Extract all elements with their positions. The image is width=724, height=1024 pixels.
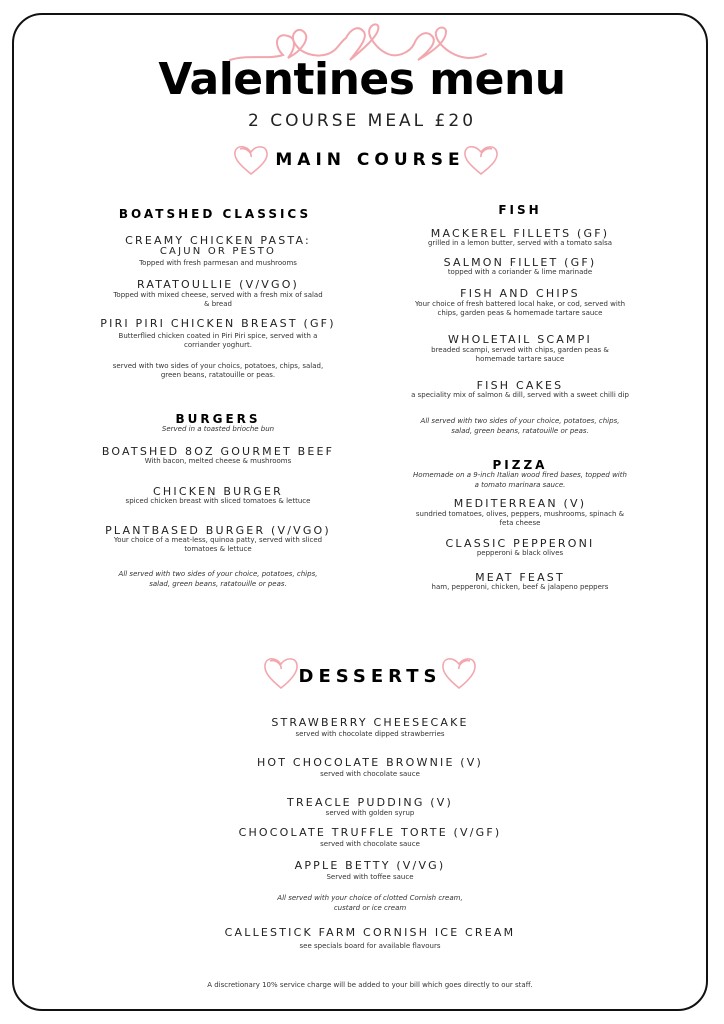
menu-item-desc: Topped with fresh parmesan and mushrooms	[139, 259, 297, 267]
menu-item-desc: topped with a coriander & lime marinade	[447, 268, 593, 276]
menu-item-name: TREACLE PUDDING (V)	[287, 796, 453, 809]
menu-item-desc: ham, pepperoni, chicken, beef & jalapeno peppers	[431, 583, 609, 591]
menu-item-desc: served with chocolate sauce	[320, 840, 420, 848]
menu-item-desc: Served with toffee sauce	[326, 873, 414, 881]
menu-item-desc: Topped with mixed cheese, served with a fresh mix of salad & bread	[113, 291, 323, 309]
desserts-heading: DESSERTS	[298, 666, 442, 687]
service-charge-footer: A discretionary 10% service charge will be added to your bill which goes directly to our staff.	[207, 981, 533, 989]
menu-item-name: MACKEREL FILLETS (GF)	[430, 227, 610, 240]
menu-item-name: FISH CAKES	[476, 379, 564, 392]
menu-item-desc: Your choice of a meat-less, quinoa patty, served with sliced tomatoes & lettuce	[113, 536, 323, 554]
menu-item-name: WHOLETAIL SCAMPI	[448, 333, 592, 346]
menu-item-desc: With bacon, melted cheese & mushrooms	[144, 457, 292, 465]
desserts-cream-note: All served with your choice of clotted Cornish cream, custard or ice cream	[277, 894, 463, 912]
pizza-subheading: Homemade on a 9-inch Italian wood fired bases, topped with a tomato marinara sauce.	[413, 471, 627, 489]
heart-icon	[232, 143, 270, 177]
menu-item-desc: grilled in a lemon butter, served with a tomato salsa	[427, 239, 613, 247]
menu-item-name: CLASSIC PEPPERONI	[445, 537, 595, 550]
page-title: Valentines menu	[158, 54, 566, 105]
burgers-sides-note: All served with two sides of your choice, potatoes, chips, salad, green beans, ratatouille or peas.	[118, 570, 318, 588]
fish-sides-note: All served with two sides of your choice, potatoes, chips, salad, green beans, ratatouille or peas.	[420, 417, 620, 435]
menu-item-name: SALMON FILLET (GF)	[443, 256, 597, 269]
menu-item-name: FISH AND CHIPS	[460, 287, 580, 300]
menu-item-desc: pepperoni & black olives	[476, 549, 564, 557]
menu-item-name: CREAMY CHICKEN PASTA:	[125, 234, 311, 247]
heart-icon	[440, 655, 478, 691]
menu-item-desc: Your choice of fresh battered local hake, or cod, served with chips, garden peas & homemade tartare sauce	[414, 300, 626, 318]
menu-item-name: PIRI PIRI CHICKEN BREAST (GF)	[100, 317, 336, 330]
burgers-subheading: Served in a toasted brioche bun	[161, 425, 275, 433]
menu-item-desc: served with chocolate dipped strawberries	[295, 730, 445, 738]
menu-item-desc: Butterflied chicken coated in Piri Piri spice, served with a corriander yoghurt.	[118, 332, 318, 350]
menu-item-name: HOT CHOCOLATE BROWNIE (V)	[256, 756, 484, 769]
pizza-heading: PIZZA	[492, 458, 548, 472]
menu-item-desc: served with chocolate sauce	[320, 770, 420, 778]
menu-item-name: MEDITERREAN (V)	[453, 497, 587, 510]
menu-item-name: RATATOULLIE (V/VGO)	[136, 278, 300, 291]
boatshed-classics-heading: BOATSHED CLASSICS	[118, 207, 312, 221]
menu-item-name: CHICKEN BURGER	[153, 485, 283, 498]
menu-item-name: CHOCOLATE TRUFFLE TORTE (V/GF)	[238, 826, 502, 839]
menu-item-desc: sundried tomatoes, olives, peppers, mushrooms, spinach & feta cheese	[415, 510, 625, 528]
menu-item-desc: served with golden syrup	[325, 809, 415, 817]
heart-icon	[462, 143, 500, 177]
menu-item-name: APPLE BETTY (V/VG)	[294, 859, 446, 872]
menu-item-name: CALLESTICK FARM CORNISH ICE CREAM	[224, 926, 516, 939]
menu-item-desc: breaded scampi, served with chips, garden peas & homemade tartare sauce	[431, 346, 609, 364]
menu-item-name: PLANTBASED BURGER (V/VGO)	[105, 524, 331, 537]
menu-item-desc: see specials board for available flavours	[299, 942, 441, 950]
menu-item-desc: a speciality mix of salmon & dill, served with a sweet chilli dip	[411, 391, 629, 399]
menu-item-name: STRAWBERRY CHEESECAKE	[271, 716, 469, 729]
burgers-heading: BURGERS	[175, 412, 261, 426]
boatshed-sides-note: served with two sides of your choics, potatoes, chips, salad, green beans, ratatouille or peas.	[112, 362, 324, 380]
menu-item-desc: spiced chicken breast with sliced tomatoes & lettuce	[125, 497, 311, 505]
menu-item-name: BOATSHED 8OZ GOURMET BEEF	[101, 445, 335, 458]
menu-item-name: MEAT FEAST	[475, 571, 565, 584]
fish-heading: FISH	[498, 203, 542, 217]
page-subtitle: 2 COURSE MEAL £20	[247, 111, 477, 131]
menu-item-name: CAJUN OR PESTO	[159, 246, 277, 257]
main-course-heading: MAIN COURSE	[275, 150, 465, 170]
